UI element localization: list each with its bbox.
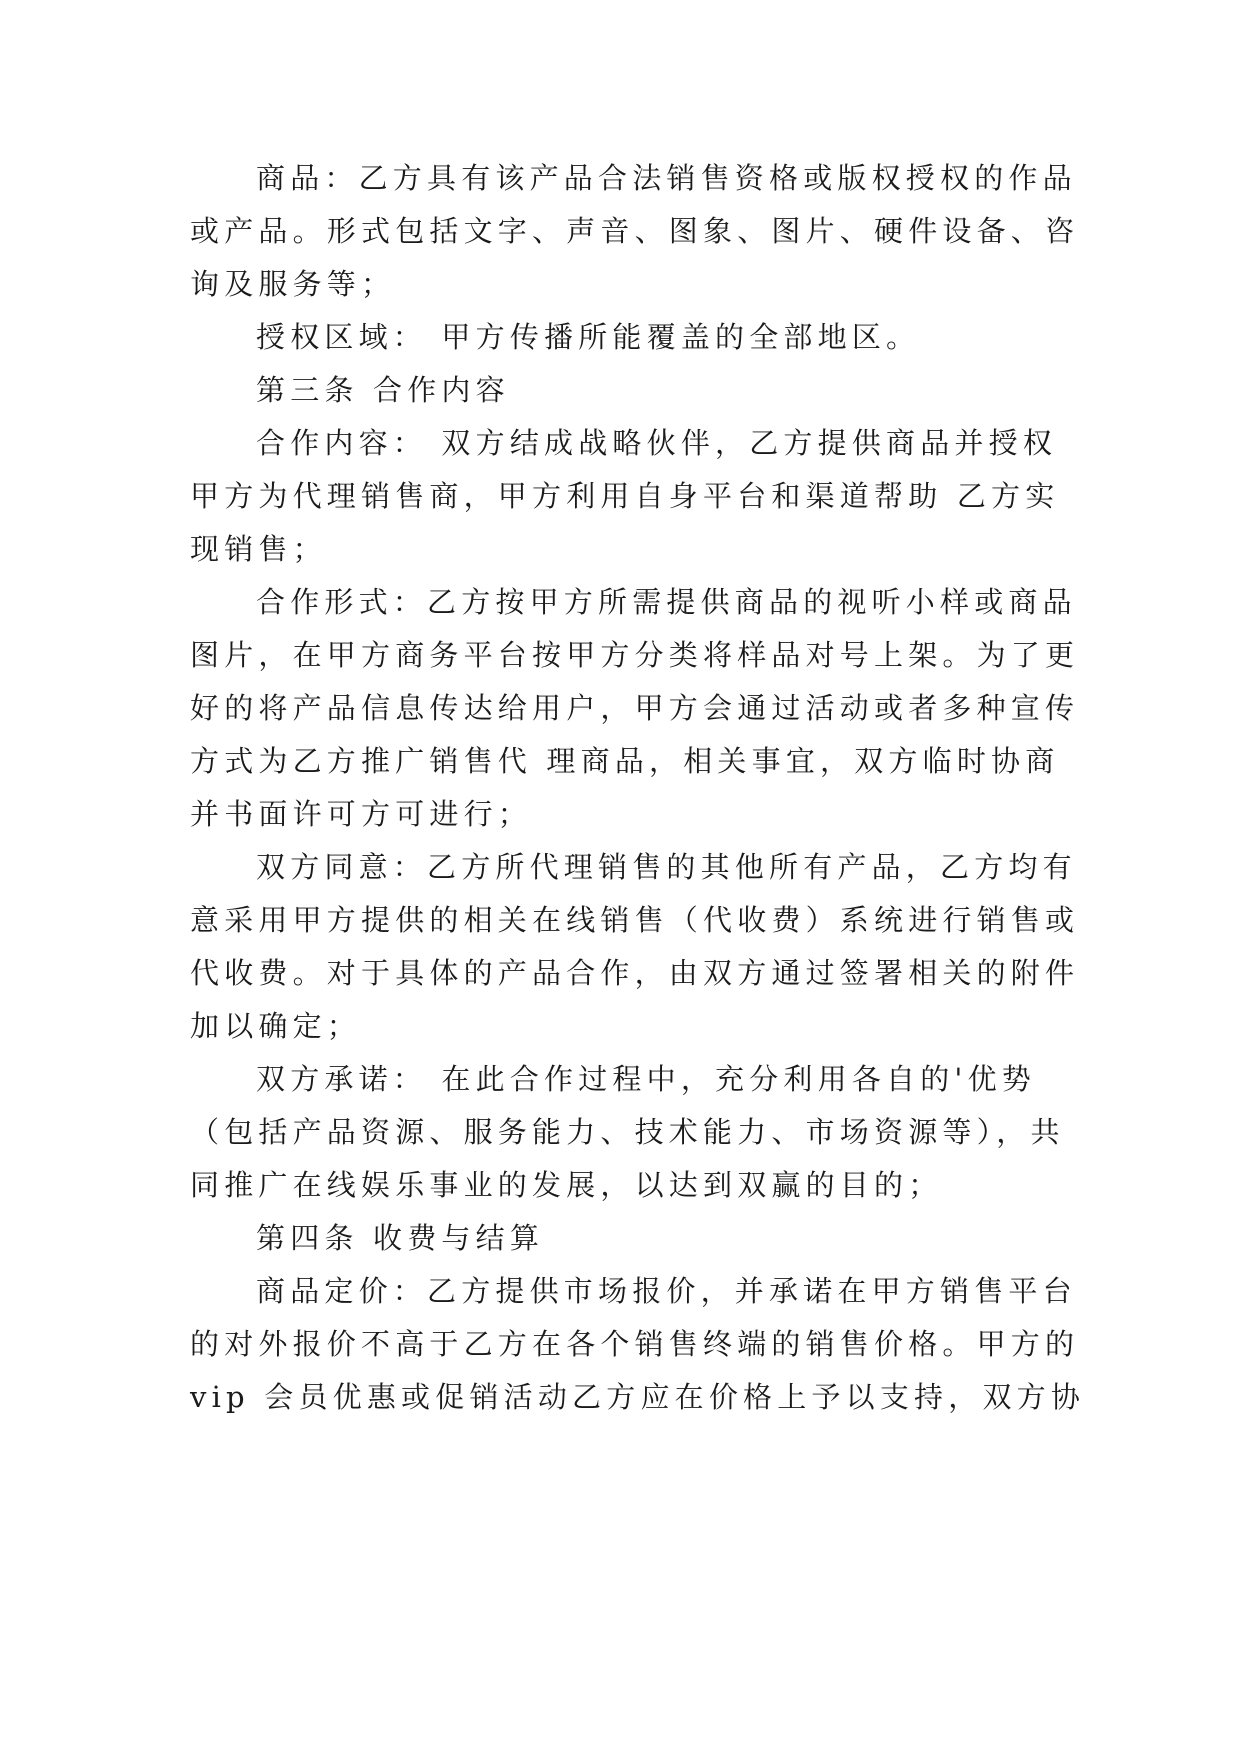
section-heading: 第三条 合作内容: [256, 373, 510, 407]
paragraph-line: 同推广在线娱乐事业的发展，以达到双赢的目的；: [190, 1168, 943, 1202]
paragraph-line: 双方同意：乙方所代理销售的其他所有产品，乙方均有: [256, 850, 1077, 884]
paragraph-line: 合作内容： 双方结成战略伙伴，乙方提供商品并授权: [256, 426, 1058, 460]
paragraph-line: 方式为乙方推广销售代 理商品，相关事宜，双方临时协商: [190, 744, 1060, 778]
paragraph-line: 商品定价：乙方提供市场报价，并承诺在甲方销售平台: [256, 1274, 1077, 1308]
paragraph-line: 双方承诺： 在此合作过程中，充分利用各自的'优势: [256, 1062, 1036, 1096]
paragraph-line: 并书面许可方可进行；: [190, 797, 533, 831]
paragraph-line: 甲方为代理销售商，甲方利用自身平台和渠道帮助 乙方实: [190, 479, 1060, 513]
paragraph-line: 商品：乙方具有该产品合法销售资格或版权授权的作品: [256, 161, 1077, 195]
paragraph-line: 意采用甲方提供的相关在线销售（代收费）系统进行销售或: [190, 903, 1080, 937]
paragraph-line: 加以确定；: [190, 1009, 362, 1043]
paragraph-line: 授权区域： 甲方传播所能覆盖的全部地区。: [256, 320, 921, 354]
paragraph-line: 或产品。形式包括文字、声音、图象、图片、硬件设备、咨: [190, 214, 1080, 248]
paragraph-line: 图片，在甲方商务平台按甲方分类将样品对号上架。为了更: [190, 638, 1080, 672]
paragraph-line: vip 会员优惠或促销活动乙方应在价格上予以支持，双方协: [190, 1380, 1086, 1414]
paragraph-line: 合作形式：乙方按甲方所需提供商品的视听小样或商品: [256, 585, 1077, 619]
paragraph-line: （包括产品资源、服务能力、技术能力、市场资源等），共: [190, 1115, 1065, 1149]
paragraph-line: 询及服务等；: [190, 267, 396, 301]
section-heading: 第四条 收费与结算: [256, 1221, 545, 1255]
paragraph-line: 现销售；: [190, 532, 327, 566]
paragraph-line: 的对外报价不高于乙方在各个销售终端的销售价格。甲方的: [190, 1327, 1080, 1361]
paragraph-line: 代收费。对于具体的产品合作，由双方通过签署相关的附件: [190, 956, 1080, 990]
paragraph-line: 好的将产品信息传达给用户，甲方会通过活动或者多种宣传: [190, 691, 1080, 725]
